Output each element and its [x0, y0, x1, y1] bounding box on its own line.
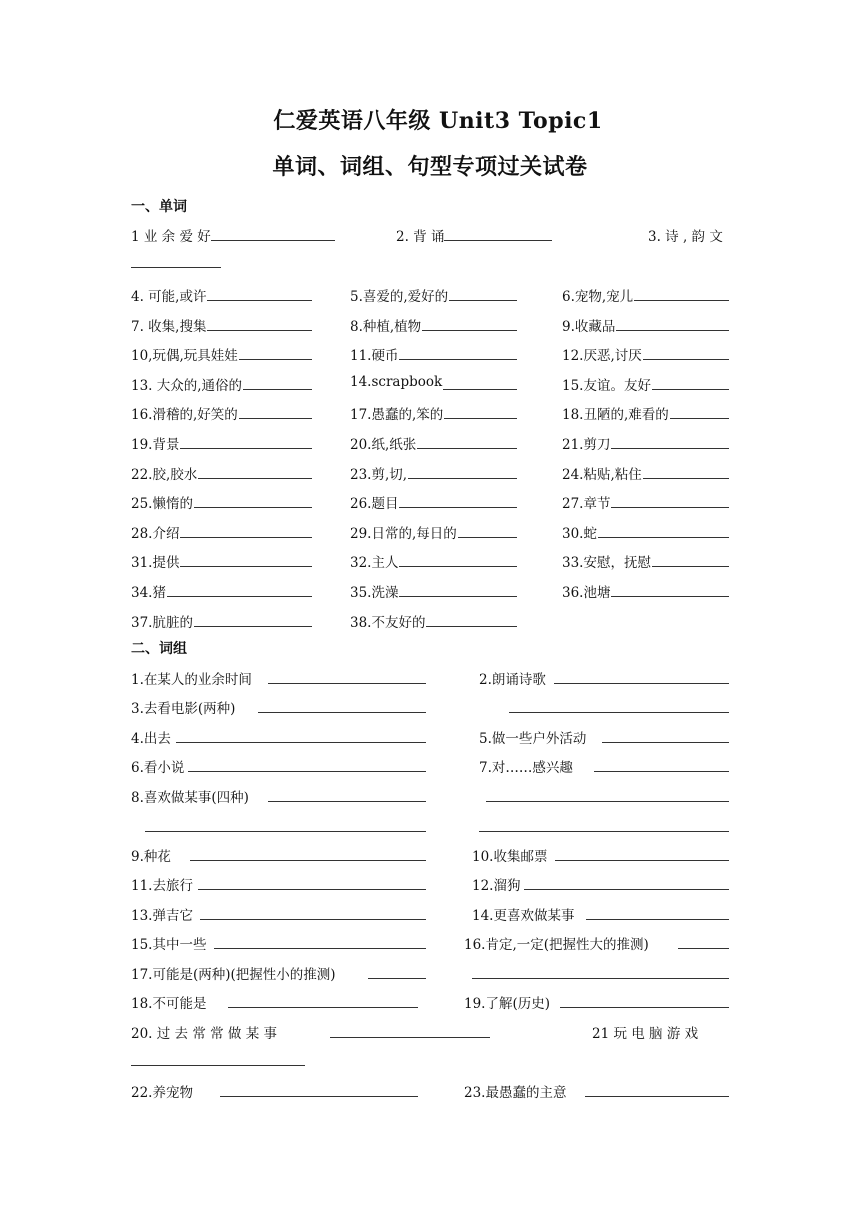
phrase-label: 10.收集邮票 — [472, 849, 548, 865]
phrase-item — [131, 933, 206, 953]
answer-blank[interactable] — [652, 565, 729, 567]
answer-blank[interactable] — [228, 1006, 418, 1008]
answer-blank[interactable] — [586, 918, 729, 920]
word-item — [131, 403, 238, 423]
answer-blank[interactable] — [194, 625, 312, 627]
answer-blank[interactable] — [417, 447, 517, 449]
phrase-label: 13.弹吉它 — [131, 908, 193, 924]
word-label: 29.日常的,每日的 — [350, 526, 457, 542]
answer-blank[interactable] — [399, 506, 517, 508]
word-item — [131, 433, 179, 453]
answer-blank[interactable] — [554, 682, 729, 684]
phrase-item — [592, 1022, 698, 1042]
word-item — [562, 463, 642, 483]
answer-blank[interactable] — [368, 977, 426, 979]
word-label: 30.蛇 — [562, 526, 597, 542]
phrase-item — [479, 727, 586, 747]
answer-blank[interactable] — [399, 595, 517, 597]
phrase-label: 22.养宠物 — [131, 1085, 193, 1101]
word-item — [131, 611, 193, 631]
word-item — [350, 315, 421, 335]
word-item — [396, 225, 552, 245]
phrase-label: 6.看小说 — [131, 760, 185, 776]
answer-blank[interactable] — [198, 888, 426, 890]
answer-blank[interactable] — [652, 388, 729, 390]
word-label: 34.猪 — [131, 585, 166, 601]
word-item — [131, 225, 335, 245]
answer-blank[interactable] — [616, 329, 729, 331]
word-item — [131, 581, 166, 601]
word-label: 17.愚蠢的,笨的 — [350, 407, 444, 423]
word-item — [562, 403, 669, 423]
answer-blank[interactable] — [198, 477, 312, 479]
answer-blank[interactable] — [449, 299, 517, 301]
word-item — [350, 492, 398, 512]
word-label: 26.题目 — [350, 496, 399, 512]
word-item — [562, 581, 610, 601]
answer-blank[interactable] — [486, 800, 729, 802]
phrase-label: 14.更喜欢做某事 — [472, 908, 575, 924]
answer-blank[interactable] — [444, 228, 552, 241]
phrase-label: 11.去旅行 — [131, 878, 193, 894]
phrase-label: 9.种花 — [131, 849, 171, 865]
word-label: 9.收藏品 — [562, 319, 616, 335]
answer-blank[interactable] — [594, 770, 729, 772]
title-line-1: 仁爱英语八年级 Unit3 Topic1 — [273, 108, 603, 134]
answer-blank[interactable] — [239, 417, 312, 419]
section-heading-words: 一、单词 — [131, 199, 187, 215]
answer-blank[interactable] — [258, 711, 426, 713]
phrase-item — [464, 933, 649, 953]
word-item — [131, 492, 193, 512]
word-item — [562, 551, 651, 571]
phrase-item — [131, 727, 171, 747]
phrase-item — [479, 668, 546, 688]
word-label: 4. 可能,或许 — [131, 289, 207, 305]
answer-blank[interactable] — [426, 625, 517, 627]
answer-blank[interactable] — [422, 329, 517, 331]
answer-blank[interactable] — [585, 1095, 729, 1097]
answer-blank[interactable] — [444, 417, 517, 419]
answer-blank[interactable] — [670, 417, 729, 419]
answer-blank[interactable] — [194, 506, 312, 508]
word-label: 24.粘贴,粘住 — [562, 467, 642, 483]
word-label: 20.纸,纸张 — [350, 437, 417, 453]
answer-blank[interactable] — [207, 329, 312, 331]
word-item — [131, 374, 242, 394]
word-item — [350, 433, 416, 453]
word-label: 27.章节 — [562, 496, 611, 512]
phrase-label: 23.最愚蠢的主意 — [464, 1085, 567, 1101]
answer-blank[interactable] — [408, 477, 517, 479]
word-label: 8.种植,植物 — [350, 319, 422, 335]
phrase-item — [131, 786, 249, 806]
answer-blank[interactable] — [220, 1095, 418, 1097]
word-label: 1 业 余 爱 好 — [131, 229, 211, 245]
word-item — [562, 433, 610, 453]
phrase-label: 17.可能是(两种)(把握性小的推测) — [131, 967, 336, 983]
word-item — [350, 344, 398, 364]
word-label: 10,玩偶,玩具娃娃 — [131, 348, 238, 364]
word-item — [350, 374, 442, 390]
word-item — [648, 225, 723, 245]
word-label: 38.不友好的 — [350, 615, 426, 631]
answer-blank[interactable] — [131, 1064, 305, 1066]
answer-blank[interactable] — [611, 447, 729, 449]
word-label: 5.喜爱的,爱好的 — [350, 289, 449, 305]
answer-blank[interactable] — [634, 299, 729, 301]
answer-blank[interactable] — [268, 682, 426, 684]
word-label: 32.主人 — [350, 555, 399, 571]
answer-blank[interactable] — [643, 358, 729, 360]
phrase-label: 3.去看电影(两种) — [131, 701, 236, 717]
answer-blank[interactable] — [145, 830, 426, 832]
word-label: 35.洗澡 — [350, 585, 399, 601]
phrase-item — [131, 756, 184, 776]
phrase-item — [472, 904, 574, 924]
word-item — [131, 522, 179, 542]
phrase-item — [131, 992, 206, 1012]
answer-blank[interactable] — [188, 770, 426, 772]
word-label: 18.丑陋的,难看的 — [562, 407, 669, 423]
phrase-item — [464, 992, 550, 1012]
word-label: 19.背景 — [131, 437, 180, 453]
phrase-item — [131, 963, 336, 983]
word-label: 21.剪刀 — [562, 437, 611, 453]
answer-blank[interactable] — [524, 888, 729, 890]
answer-blank[interactable] — [180, 536, 312, 538]
phrase-label: 18.不可能是 — [131, 996, 207, 1012]
section-heading-phrases: 二、词组 — [131, 641, 187, 657]
word-label: 28.介绍 — [131, 526, 180, 542]
word-label: 6.宠物,宠儿 — [562, 289, 634, 305]
word-item — [562, 315, 615, 335]
answer-blank[interactable] — [399, 358, 517, 360]
answer-blank[interactable] — [598, 536, 729, 538]
word-label: 33.安慰，抚慰 — [562, 555, 651, 571]
answer-blank[interactable] — [131, 266, 221, 268]
phrase-item — [131, 874, 193, 894]
phrase-item — [131, 697, 235, 717]
answer-blank[interactable] — [611, 595, 729, 597]
word-label: 37.肮脏的 — [131, 615, 193, 631]
word-item — [350, 551, 398, 571]
answer-blank[interactable] — [472, 977, 729, 979]
word-label: 36.池塘 — [562, 585, 611, 601]
answer-blank[interactable] — [207, 299, 312, 301]
phrase-label: 16.肯定,一定(把握性大的推测) — [464, 937, 649, 953]
answer-blank[interactable] — [678, 947, 729, 949]
answer-blank[interactable] — [458, 536, 517, 538]
phrase-item — [472, 845, 547, 865]
phrase-item — [131, 904, 193, 924]
phrase-item — [131, 1022, 277, 1042]
word-label: 12.厌恶,讨厌 — [562, 348, 642, 364]
word-item — [350, 611, 425, 631]
answer-blank[interactable] — [479, 830, 729, 832]
answer-blank[interactable] — [190, 859, 426, 861]
phrase-label: 21 玩 电 脑 游 戏 — [592, 1026, 699, 1042]
answer-blank[interactable] — [509, 711, 729, 713]
answer-blank[interactable] — [180, 447, 312, 449]
phrase-label: 12.溜狗 — [472, 878, 521, 894]
phrase-item — [131, 668, 252, 688]
word-label: 31.提供 — [131, 555, 180, 571]
word-label: 7. 收集,搜集 — [131, 319, 207, 335]
word-label: 16.滑稽的,好笑的 — [131, 407, 238, 423]
answer-blank[interactable] — [211, 228, 335, 241]
word-label: 3. 诗 , 韵 文 — [648, 229, 723, 245]
answer-blank[interactable] — [239, 358, 312, 360]
phrase-item — [131, 845, 171, 865]
phrase-label: 4.出去 — [131, 731, 171, 747]
word-item — [131, 344, 238, 364]
answer-blank[interactable] — [602, 741, 729, 743]
word-item — [562, 522, 597, 542]
phrase-label: 1.在某人的业余时间 — [131, 672, 252, 688]
phrase-label: 15.其中一些 — [131, 937, 207, 953]
answer-blank[interactable] — [268, 800, 426, 802]
word-item — [350, 463, 407, 483]
word-label: 11.硬币 — [350, 348, 399, 364]
word-item — [350, 285, 448, 305]
phrase-item — [131, 1081, 193, 1101]
title-line-2: 单词、词组、句型专项过关试卷 — [272, 154, 588, 180]
phrase-label: 5.做一些户外活动 — [479, 731, 587, 747]
word-item — [562, 285, 633, 305]
answer-blank[interactable] — [399, 565, 517, 567]
answer-blank[interactable] — [330, 1036, 490, 1038]
phrase-label: 2.朗诵诗歌 — [479, 672, 546, 688]
phrase-label: 7.对……感兴趣 — [479, 760, 573, 776]
answer-blank[interactable] — [214, 947, 426, 949]
answer-blank[interactable] — [611, 506, 729, 508]
answer-blank[interactable] — [643, 477, 729, 479]
phrase-item — [479, 756, 573, 776]
word-label: 13. 大众的,通俗的 — [131, 378, 243, 394]
word-item — [350, 522, 457, 542]
word-label: 23.剪,切, — [350, 467, 408, 483]
word-item — [350, 403, 443, 423]
word-item — [562, 374, 651, 394]
answer-blank[interactable] — [176, 741, 426, 743]
word-item — [131, 315, 206, 335]
phrase-label: 20. 过 去 常 常 做 某 事 — [131, 1026, 278, 1042]
word-label: 22.胶,胶水 — [131, 467, 198, 483]
phrase-item — [464, 1081, 566, 1101]
answer-blank[interactable] — [443, 388, 517, 390]
answer-blank[interactable] — [200, 918, 426, 920]
answer-blank[interactable] — [180, 565, 312, 567]
phrase-item — [472, 874, 520, 894]
word-item — [562, 492, 610, 512]
word-label: 14.scrapbook — [350, 374, 443, 390]
answer-blank[interactable] — [555, 859, 729, 861]
phrase-label: 8.喜欢做某事(四种) — [131, 790, 249, 806]
word-label: 2. 背 诵 — [396, 229, 445, 245]
word-item — [131, 285, 206, 305]
phrase-label: 19.了解(历史) — [464, 996, 551, 1012]
word-item — [131, 463, 197, 483]
word-item — [350, 581, 398, 601]
answer-blank[interactable] — [243, 388, 312, 390]
word-item — [562, 344, 642, 364]
word-item — [131, 551, 179, 571]
word-label: 25.懒惰的 — [131, 496, 193, 512]
word-label: 15.友谊。友好 — [562, 378, 651, 394]
answer-blank[interactable] — [560, 1006, 729, 1008]
answer-blank[interactable] — [167, 595, 312, 597]
